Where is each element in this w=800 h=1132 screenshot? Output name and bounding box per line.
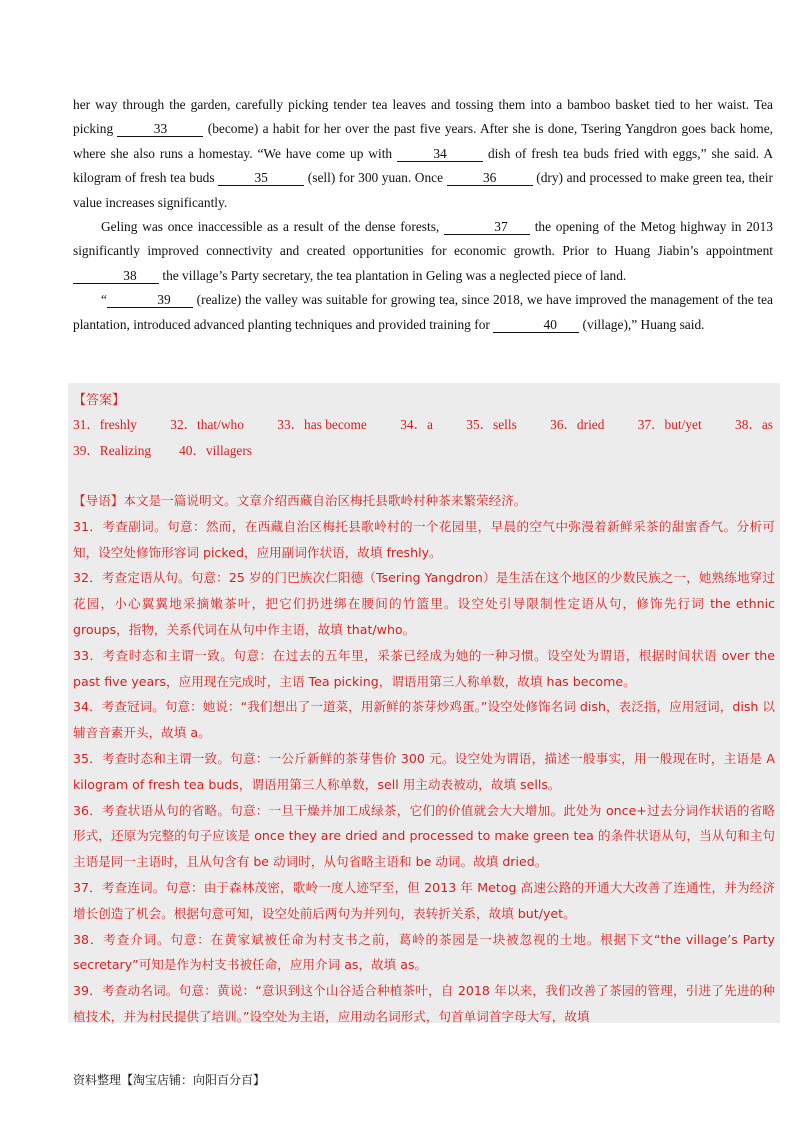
blank-37[interactable]: 37 [444,219,530,235]
explanation-33: 33．考查时态和主谓一致。句意：在过去的五年里，采茶已经成为她的一种习惯。设空处为谓语，根据时间状语 over the past five years，应用现在完成时，主语 Tea picking，谓语用第三人称单数，故填 has become。 [73,647,775,689]
blank-39[interactable]: 39 [107,292,193,308]
answer-33: 33．has become [277,417,367,432]
answer-row-1 [73,414,773,433]
explanation-intro: 【导语】本文是一篇说明文。文章介绍西藏自治区梅托县歌岭村种茶来繁荣经济。 [73,493,527,508]
blank-35[interactable]: 35 [218,170,304,186]
explanation-38: 38．考查介词。句意：在黄家斌被任命为村支书之前，葛岭的茶园是一块被忽视的土地。根据下文“the village’s Party secretary”可知是作为村支书被任命，应用介词 as，故填 as。 [73,931,775,973]
answer-37: 37．but/yet [637,417,702,432]
explanation-31: 31．考查副词。句意：然而，在西藏自治区梅托县歌岭村的一个花园里，早晨的空气中弥漫着新鲜采茶的甜蜜香气。分析可知，设空处修饰形容词 picked，应用副词作状语，故填 freshly。 [73,518,775,560]
answer-row-2 [73,440,773,459]
answer-35: 35．sells [466,417,517,432]
passage-paragraph-2: Geling was once inaccessible as a result of the dense forests, 37 the opening of the Metog highway in 2013 significantly improved connectivity and created opportunities for economic growth. Prior to Huang Jiabin’s appointment 38 the village’s Party secretary, the tea plantation in Geling was a neglected piece of land. [73,219,773,283]
answer-38: 38．as [735,417,773,432]
blank-34[interactable]: 34 [397,146,483,162]
answer-36: 36．dried [550,417,605,432]
explanation-37: 37．考查连词。句意：由于森林茂密，歌岭一度人迹罕至，但 2013 年 Metog 高速公路的开通大大改善了连通性，并为经济增长创造了机会。根据句意可知，设空处前后两句为并列句，表转折关系，故填 but/yet。 [73,879,775,921]
explanation-39: 39．考查动名词。句意：黄说：“意识到这个山谷适合种植茶叶，自 2018 年以来，我们改善了茶园的管理，引进了先进的种植技术，并为村民提供了培训。”设空处为主语，应用动名词形式，句首单词首字母大写，故填 [73,983,775,1024]
answer-heading: 【答案】 [73,393,126,408]
explanation-32: 32．考查定语从句。句意：25 岁的门巴族次仁阳德（Tsering Yangdron）是生活在这个地区的少数民族之一，她熟练地穿过花园，小心翼翼地采摘嫩茶叶，把它们扔进绑在腰间的竹篮里。设空处引导限制性定语从句，修饰先行词 the ethnic groups，指物，关系代词在从句中作主语，故填 that/who。 [73,570,775,637]
explanation-section [73,488,775,1030]
explanation-34: 34．考查冠词。句意：她说：“我们想出了一道菜，用新鲜的茶芽炒鸡蛋。”设空处修饰名词 dish，表泛指，应用冠词，dish 以辅音音素开头，故填 a。 [73,699,775,741]
answer-40: 40．villagers [179,443,252,458]
blank-36[interactable]: 36 [447,170,533,186]
blank-40[interactable]: 40 [493,317,579,333]
passage-paragraph-1: her way through the garden, carefully picking tender tea leaves and tossing them into a bamboo basket tied to her waist. Tea picking 33 (become) a habit for her over the past five years. After she is done, Tsering Yangdron goes back home, where she also runs a homestay. “We have come up with 34 dish of fresh tea buds fried with eggs,” she said. A kilogram of fresh tea buds 35 (sell) for 300 yuan. Once 36 (dry) and processed to make green tea, their value increases significantly. [73,97,773,210]
explanation-36: 36．考查状语从句的省略。句意：一旦干燥并加工成绿茶，它们的价值就会大大增加。此处为 once+过去分词作状语的省略形式，还原为完整的句子应该是 once they are dried and processed to make green tea 的条件状语从句，当从句和主句主语是同一主语时，且从句含有 be 动词时，从句省略主语和 be 动词。故填 dried。 [73,802,775,870]
explanation-35: 35．考查时态和主谓一致。句意：一公斤新鲜的茶芽售价 300 元。设空处为谓语，描述一般事实，用一般现在时，主语是 A kilogram of fresh tea buds，谓语用第三人称单数，sell 用主动表被动，故填 sells。 [73,750,775,792]
answer-31: 31．freshly [73,417,137,432]
passage-paragraph-3: “ 39 (realize) the valley was suitable for growing tea, since 2018, we have improved the management of the tea plantation, introduced advanced planting techniques and provided training for 40 (village),” Huang said. [73,292,773,332]
answer-32: 32．that/who [170,417,244,432]
page-footer: 资料整理【淘宝店铺：向阳百分百】 [73,1073,266,1087]
reading-passage [73,93,773,337]
answer-34: 34．a [400,417,433,432]
blank-38[interactable]: 38 [73,268,159,284]
blank-33[interactable]: 33 [117,121,203,137]
answer-39: 39．Realizing [73,443,152,458]
